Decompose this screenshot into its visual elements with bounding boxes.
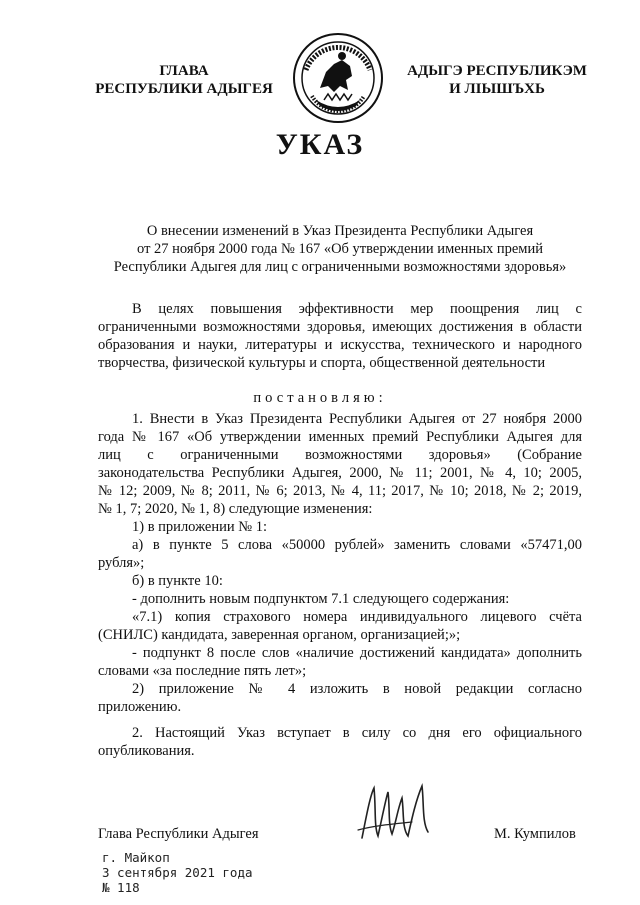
preamble-line: ограниченными возможностями здоровья, имеющих достижения в области [98,319,582,335]
body-line: словами «за последние пять лет»; [98,663,307,679]
body-line: 2) приложение № 4 изложить в новой редакции согласно [132,681,582,697]
body-line: законодательства Республики Адыгея, 2000, № 11; 2001, № 4, 10; 2005, [98,465,582,481]
body-line: 1) в приложении № 1: [132,519,267,535]
decree-body [98,410,582,716]
subject-line: Республики Адыгея для лиц с ограниченными возможностями здоровья» [113,259,567,275]
stamp-date: 3 сентября 2021 года [102,865,253,880]
subject-line: О внесении изменений в Указ Президента Республики Адыгея [146,223,534,239]
body-line: (СНИЛС) кандидата, заверенная органом, организацией;»; [98,627,461,643]
header-left-title [80,62,288,98]
registration-stamp [102,850,253,895]
decree-word: постановляю: [253,390,387,406]
body-line: - дополнить новым подпунктом 7.1 следующего содержания: [132,591,510,607]
body-line: приложению. [98,699,182,715]
final-line: опубликования. [98,743,195,759]
coat-of-arms-icon [290,30,386,126]
body-line: № 12; 2009, № 8; 2011, № 6; 2013, № 4, 11; 2017, № 10; 2018, № 2; 2019, [98,483,582,499]
subject-line: от 27 ноября 2000 года № 167 «Об утверждении именных премий [137,241,543,257]
header-right-title [402,62,592,98]
stamp-number: № 118 [102,880,140,895]
body-line: а) в пункте 5 слова «50000 рублей» заменить словами «57471,00 [132,537,582,553]
body-line: «7.1) копия страхового номера индивидуального лицевого счёта [132,609,582,625]
body-line: № 1, 7; 2020, № 1, 8) следующие изменения: [98,501,373,517]
preamble-line: образования и науки, литературы и искусства, технического и народного [98,337,582,353]
body-line: рубля»; [98,555,145,571]
body-line: б) в пункте 10: [132,573,223,589]
header-right-line1: АДЫГЭ РЕСПУБЛИКЭМ [407,63,587,79]
document-subject [90,222,590,276]
handwritten-signature-icon [352,778,442,846]
signatory-position: Глава Республики Адыгея [98,826,259,842]
document-title: УКАЗ [275,128,365,161]
preamble-line: творчества, физической культуры и спорта, общественной деятельности [98,355,546,371]
final-clause [98,724,582,760]
final-line: 2. Настоящий Указ вступает в силу со дня его официального [132,725,582,741]
stamp-city: г. Майкоп [102,850,170,865]
preamble-paragraph [98,300,582,372]
header-left-line1: ГЛАВА [159,63,209,79]
body-line: лиц с ограниченными возможностями здоровья» (Собрание [98,447,582,463]
preamble-line: В целях повышения эффективности мер поощрения лиц с [132,301,582,317]
body-line: - подпункт 8 после слов «наличие достижений кандидата» дополнить [132,645,582,661]
body-line: 1. Внести в Указ Президента Республики Адыгея от 27 ноября 2000 [132,411,582,427]
header-right-line2: И ЛІЫШЪХЬ [449,81,545,97]
signatory-name: М. Кумпилов [494,826,576,842]
body-line: года № 167 «Об утверждении именных премий Республики Адыгея для [98,429,582,445]
header-left-line2: РЕСПУБЛИКИ АДЫГЕЯ [95,81,273,97]
